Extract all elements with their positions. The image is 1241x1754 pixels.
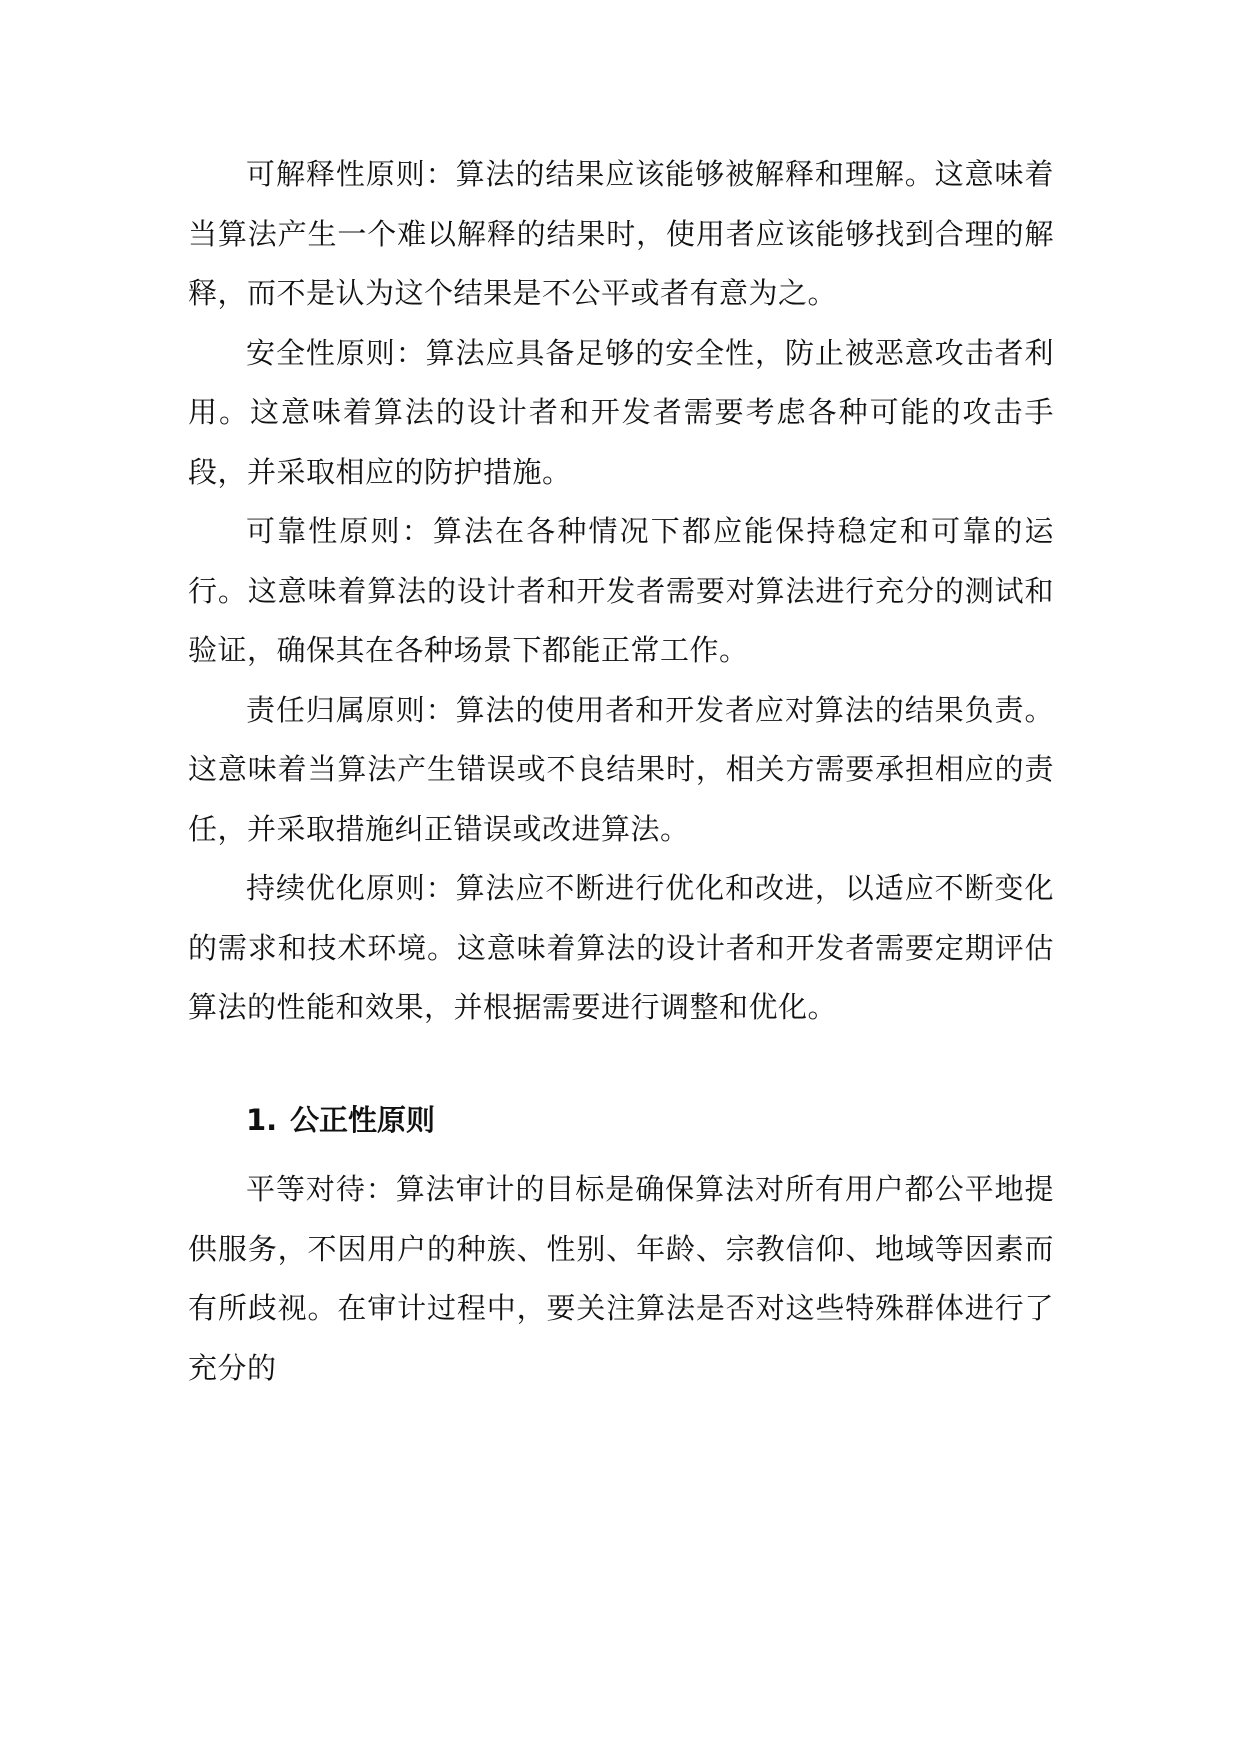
paragraph-security: 安全性原则：算法应具备足够的安全性，防止被恶意攻击者利用。这意味着算法的设计者和开发者需要考虑各种可能的攻击手段，并采取相应的防护措施。 — [188, 335, 1054, 489]
paragraph-equal-treatment: 平等对待：算法审计的目标是确保算法对所有用户都公平地提供服务，不因用户的种族、性别、年龄、宗教信仰、地域等因素而有所歧视。在审计过程中，要关注算法是否对这些特殊群体进行了充分的 — [188, 1172, 1054, 1385]
paragraph-accountability: 责任归属原则：算法的使用者和开发者应对算法的结果负责。这意味着当算法产生错误或不良结果时，相关方需要承担相应的责任，并采取措施纠正错误或改进算法。 — [188, 692, 1054, 846]
paragraph-continuous-optimization: 持续优化原则：算法应不断进行优化和改进，以适应不断变化的需求和技术环境。这意味着算法的设计者和开发者需要定期评估算法的性能和效果，并根据需要进行调整和优化。 — [188, 871, 1054, 1024]
paragraph-explainability: 可解释性原则：算法的结果应该能够被解释和理解。这意味着当算法产生一个难以解释的结果时，使用者应该能够找到合理的解释，而不是认为这个结果是不公平或者有意为之。 — [188, 157, 1054, 310]
section-heading — [188, 1091, 1054, 1151]
document-page — [188, 145, 1054, 1398]
section-number: 1. — [246, 1102, 278, 1137]
paragraph-reliability: 可靠性原则：算法在各种情况下都应能保持稳定和可靠的运行。这意味着算法的设计者和开发者需要对算法进行充分的测试和验证，确保其在各种场景下都能正常工作。 — [188, 514, 1054, 667]
section-title: 公正性原则 — [290, 1102, 436, 1137]
